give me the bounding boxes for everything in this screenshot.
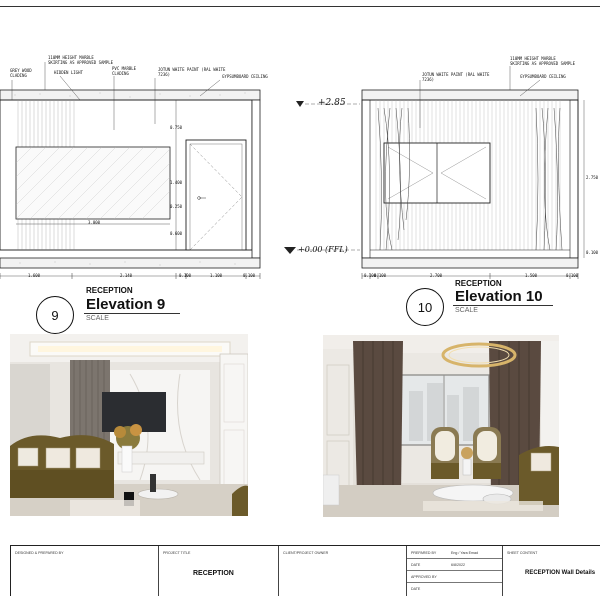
e9-dim-low: 0.600 bbox=[170, 231, 183, 236]
e9-dim-top: 0.750 bbox=[170, 125, 183, 130]
tb-designed-cell bbox=[11, 546, 159, 596]
tb-sheet-content-label: SHEET CONTENT bbox=[507, 551, 538, 555]
e9-number-circle: 9 bbox=[36, 296, 74, 334]
tb-date-label: DATE bbox=[411, 563, 421, 567]
tb-project-label: PROJECT TITLE bbox=[163, 551, 191, 555]
tb-project-title: RECEPTION bbox=[193, 570, 234, 577]
e9-dim-bottom-3: 0.100 bbox=[179, 273, 192, 278]
e10-left-column bbox=[362, 100, 370, 258]
e9-note-gypsum-ceiling: GYPSUMBOARD CEILING bbox=[222, 74, 268, 79]
tb-date2-label: DATE bbox=[411, 587, 421, 591]
e10-level-top-marker bbox=[296, 101, 304, 107]
e10-level-top: +2.85 bbox=[318, 98, 346, 108]
e10-dim-bottom-5: 0.100 bbox=[566, 273, 579, 278]
tb-project-cell bbox=[159, 546, 279, 596]
tb-sheet-content-cell bbox=[503, 546, 600, 596]
render-image-elevation-9 bbox=[10, 334, 248, 516]
tb-client-label: CLIENT/PROJECT OWNER bbox=[283, 551, 329, 555]
e9-note-hidden-light: HIDDEN LIGHT bbox=[54, 70, 83, 75]
e10-note-jotun-paint: JOTUN WHITE PAINT (RAL WHITE 7236) bbox=[422, 72, 490, 82]
tb-sheet-content: RECEPTION Wall Details bbox=[525, 570, 596, 576]
e10-level-ffl-marker bbox=[284, 247, 296, 254]
title-block bbox=[10, 545, 600, 596]
e9-note-jotun-paint: JOTUN WHITE PAINT (RAL WHITE 7236) bbox=[158, 67, 226, 77]
e9-room-label: RECEPTION bbox=[86, 286, 133, 295]
e9-dim-bottom-1: 1.600 bbox=[28, 273, 41, 278]
tb-approved-label: APPROVED BY bbox=[411, 575, 437, 579]
e9-scale-label: SCALE bbox=[86, 315, 109, 322]
e10-note-gypsum-ceiling: GYPSUMBOARD CEILING bbox=[520, 74, 566, 79]
e9-dim-bottom-2: 2.140 bbox=[120, 273, 133, 278]
e10-dim-bottom-1: 0.100 bbox=[364, 273, 377, 278]
e9-title: Elevation 9 bbox=[86, 296, 166, 313]
e10-dim-bottom-3: 2.700 bbox=[430, 273, 443, 278]
e9-note-skirting: 110MM HEIGHT MARBLE SKIRTING AS APPROVED SAMPLE bbox=[48, 55, 114, 65]
e10-scale-label: SCALE bbox=[455, 307, 478, 314]
e10-dim-side-height: 2.750 bbox=[586, 175, 599, 180]
tb-date-value: 6/8/2022 bbox=[451, 563, 465, 567]
render-image-elevation-10 bbox=[323, 335, 559, 517]
tb-prepared-value: Eng / Yara Emad bbox=[451, 551, 479, 555]
e10-title: Elevation 10 bbox=[455, 288, 543, 305]
e9-note-pvc-marble: PVC MARBLE CLADING bbox=[112, 66, 137, 76]
e9-caption-underline bbox=[84, 313, 180, 314]
e10-caption-underline bbox=[453, 305, 553, 306]
e10-room-label: RECEPTION bbox=[455, 279, 502, 288]
e10-dim-bottom-4: 1.500 bbox=[525, 273, 538, 278]
e10-dim-side-small: 0.100 bbox=[586, 250, 599, 255]
tb-prepared-label: PREPARED BY bbox=[411, 551, 437, 555]
tb-client-cell bbox=[279, 546, 407, 596]
e10-number-circle: 10 bbox=[406, 288, 444, 326]
e9-dim-panel-width: 3.000 bbox=[88, 220, 101, 225]
e10-note-skirting: 110MM HEIGHT MARBLE SKIRTING AS APPROVED SAMPLE bbox=[510, 56, 576, 66]
e10-right-column bbox=[570, 100, 578, 258]
e10-ceiling-band bbox=[362, 90, 578, 100]
e9-note-grey-wood: GREY WOOD CLADING bbox=[10, 68, 32, 78]
e9-dim-bottom-5: 0.100 bbox=[243, 273, 256, 278]
tb-prepared-cell bbox=[407, 546, 503, 596]
e10-dim-bottom-2: 0.100 bbox=[374, 273, 387, 278]
e9-dim-small: 0.250 bbox=[170, 204, 183, 209]
e10-floor-band bbox=[362, 258, 578, 268]
tb-designed-label: DESIGNED & PREPARED BY bbox=[15, 551, 64, 555]
e9-dim-bottom-4: 1.100 bbox=[210, 273, 223, 278]
e9-dim-mid: 1.400 bbox=[170, 180, 183, 185]
e10-level-ffl: +0.00 (FFL) bbox=[298, 245, 348, 254]
